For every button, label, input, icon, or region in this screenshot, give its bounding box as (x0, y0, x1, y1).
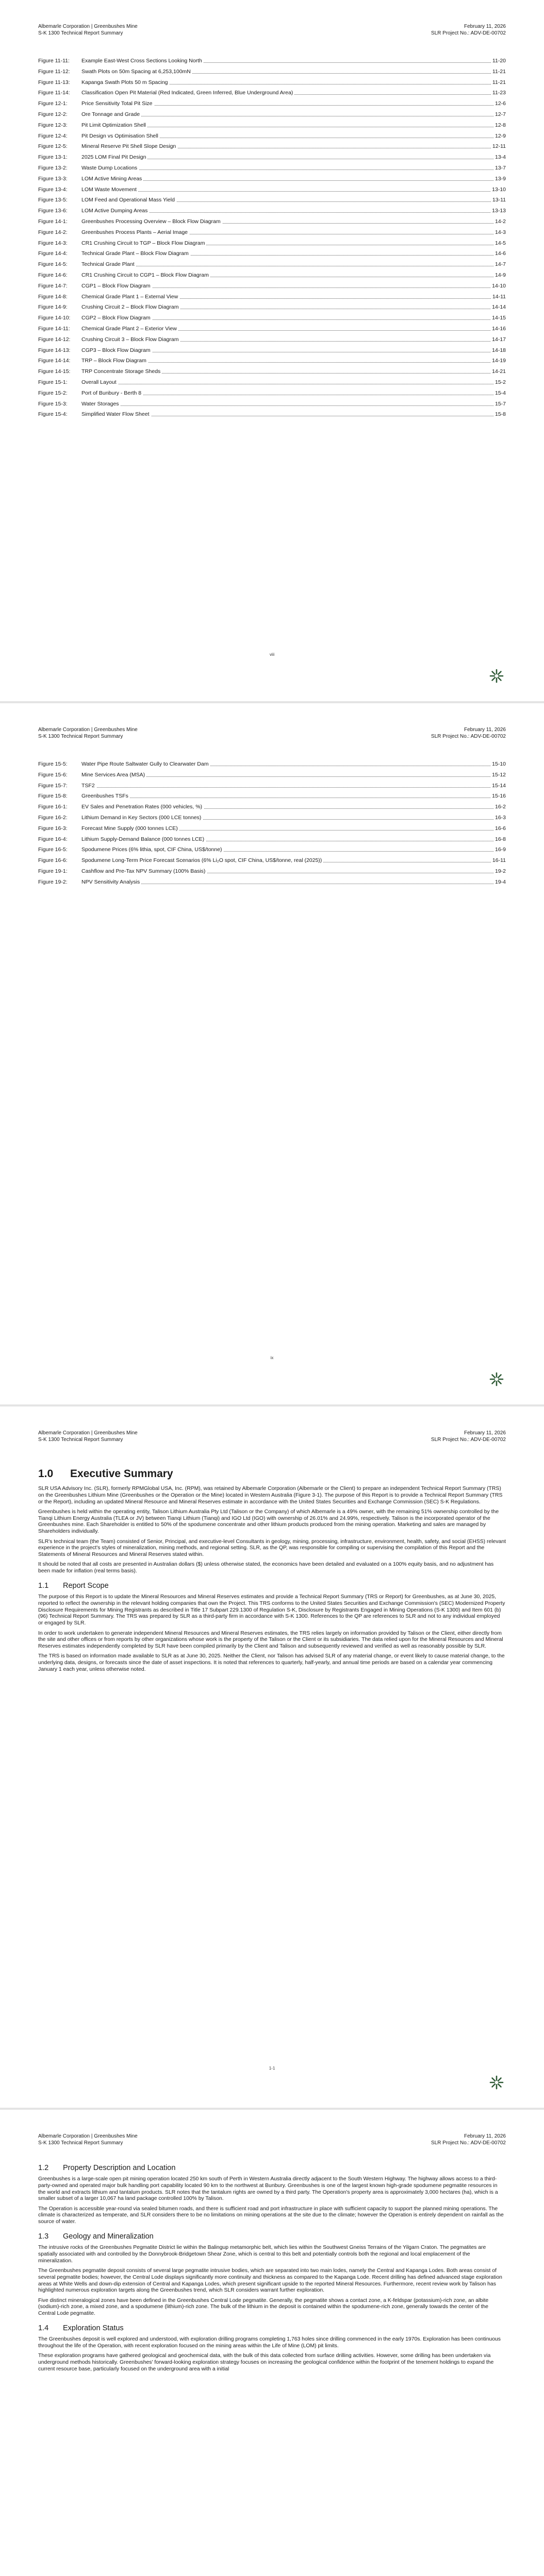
figure-number: Figure 16-1: (38, 804, 68, 810)
figure-title-wrap (81, 358, 490, 364)
figure-title: LOM Feed and Operational Mass Yield (81, 197, 176, 203)
figure-page-ref: 14-17 (490, 336, 506, 343)
header-date: February 11, 2026 (464, 24, 506, 29)
figure-number: Figure 12-3: (38, 122, 68, 128)
figure-title: Greenbushes TSFs (81, 793, 130, 799)
figure-entry[interactable] (38, 58, 506, 64)
figure-title-wrap (81, 187, 490, 193)
subsection-heading (38, 2163, 506, 2173)
page-body (38, 2163, 506, 2376)
figure-title-wrap (81, 165, 493, 172)
figure-number: Figure 16-4: (38, 836, 68, 842)
figure-title-wrap (81, 336, 490, 343)
figure-entry[interactable] (38, 411, 506, 418)
figure-title: Mineral Reserve Pit Shell Slope Design (81, 143, 177, 149)
figure-entry[interactable] (38, 69, 506, 75)
figure-title-wrap (81, 304, 490, 311)
subsection-heading (38, 1581, 506, 1590)
figure-title-wrap (81, 229, 493, 236)
figure-page-ref: 19-2 (493, 868, 506, 875)
figure-number: Figure 15-2: (38, 389, 68, 396)
header-report-type: S-K 1300 Technical Report Summary (38, 1436, 123, 1443)
figure-title: Pit Limit Optimization Shell (81, 122, 147, 128)
figure-title: Example East-West Cross Sections Looking North (81, 58, 204, 64)
figure-title-wrap (81, 772, 490, 778)
figure-title: NPV Sensitivity Analysis (81, 879, 141, 885)
figure-page-ref: 14-21 (490, 368, 506, 375)
figure-title-wrap (81, 857, 491, 864)
figure-entry[interactable] (38, 208, 506, 214)
paragraph: The purpose of this Report is to update the Mineral Resources and Mineral Reserves estimates and provide a Technical Report Summary (TRS or Report) for Greenbushes, as at June 30, 2025, reported to reflect the ownership in the relevant holding companies that own the Project. This TRS conforms to the United States Securities and Exchange Commission's (SEC) Modernized Property Disclosure Requirements for Mining Registrants as described in Title 17 Subpart 229.1300 of Regulation S-K, Disclosure by Registrants Engaged in Mining Operations (S-K 1300) and Item 601 (b)(96) Technical Report Summary. The TRS was prepared by SLR as a third-party firm in accordance with S-K 1300. References to the QP are references to SLR and not to any individual employed or engaged by SLR. (38, 1594, 505, 1626)
subsection-title: Property Description and Location (63, 2164, 176, 2172)
header-date: February 11, 2026 (464, 1430, 506, 1436)
figure-number: Figure 13-4: (38, 186, 68, 193)
figure-title-wrap (81, 133, 493, 140)
paragraph: Greenbushes is a large-scale open pit mining operation located 250 km south of Perth in Western Australia directly adjacent to the South Western Highway. The highway allows access to a third-party-owned and operated major bulk handling port capability located 90 km to the northwest at Bunbury. Greenbushes is one of the largest known high-grade spodumene pegmatite resources in the world and extracts lithium and tantalum products. SLR notes that the tantalum rights are owned by a third party. The Operation's property area is approximately 3,000 hectares (ha), which is a smaller subset of a larger 10,067 ha land package controlled 100% by Talison. (38, 2176, 498, 2202)
paragraph: SLR USA Advisory Inc. (SLR), formerly RPMGlobal USA, Inc. (RPM), was retained by Albemarle Corporation (Albemarle or the Client) to prepare an independent Technical Report Summary (TRS) on the Greenbushes Lithium Mine (Greenbushes or the Operation or the Mine) located in Western Australia (Figure 3-1). The purpose of this Report is to provide a Technical Report Summary (TRS or the Report), including an updated Mineral Resource and Mineral Reserves estimate in accordance with the United States Securities and Exchange Commission (SEC) S-K Regulations. (38, 1486, 503, 1505)
subsection-title: Report Scope (63, 1582, 109, 1590)
figure-page-ref: 11-21 (491, 79, 506, 86)
figure-entry[interactable] (38, 187, 506, 193)
document-page-viii (0, 0, 544, 703)
figure-title: Chemical Grade Plant 2 – Exterior View (81, 326, 178, 332)
figure-title: Water Pipe Route Saltwater Gully to Clearwater Dam (81, 761, 210, 767)
subsection-heading (38, 2232, 506, 2241)
page-header (38, 727, 506, 740)
page-number: ix (270, 1355, 274, 1360)
subsection-number: 1.1 (38, 1582, 49, 1590)
figure-entry[interactable] (38, 154, 506, 161)
page-header (38, 24, 506, 37)
header-project-no: SLR Project No.: ADV-DE-00702 (431, 2140, 506, 2146)
figure-page-ref: 15-16 (490, 793, 506, 800)
figure-title: Crushing Circuit 3 – Block Flow Diagram (81, 336, 180, 343)
figure-number: Figure 16-2: (38, 814, 68, 821)
figure-entry[interactable] (38, 793, 506, 800)
figure-number: Figure 15-5: (38, 761, 68, 767)
page-header (38, 1430, 506, 1443)
figure-title: Lithium Demand in Key Sectors (000 LCE tonnes) (81, 815, 203, 821)
figure-entry[interactable] (38, 390, 506, 397)
figure-title: Ore Tonnage and Grade (81, 111, 141, 117)
figure-title-wrap (81, 793, 490, 800)
figure-title: EV Sales and Penetration Rates (000 vehicles, %) (81, 804, 204, 810)
figure-page-ref: 11-21 (491, 69, 506, 75)
figure-title: LOM Active Dumping Areas (81, 208, 149, 214)
figure-title-wrap (81, 379, 493, 386)
paragraph: Greenbushes is held within the operating entity, Talison Lithium Australia Pty Ltd (Talison or the Company) of which Albemarle is a 49% owner, with the remaining 51% ownership controlled by the Tianqi Lithium Energy Australia (TLEA or JV) between Tianqi Lithium (Tianqi) and IGO Ltd (IGO) with ownership of 26.01% and 24.99%, respectively. Talison is the incorporated operator of the Greenbushes mine. Each Shareholder is entitled to 50% of the spodumene concentrate and other lithium products produced from the mining operation. Marketing and sales are managed by Shareholders individually. (38, 1509, 499, 1535)
document-page-1-2 (0, 2110, 544, 2576)
figure-page-ref: 14-7 (493, 261, 506, 268)
figure-number: Figure 14-8: (38, 293, 68, 300)
paragraph: The Greenbushes deposit is well explored and understood, with exploration drilling programs completing 1,763 holes since drilling commenced in the early 1970s. Exploration has been continuous throughout the life of the Operation, with recent exploration focused on the mining areas within the Life of Mine (LOM) pit limits. (38, 2336, 501, 2349)
figure-number: Figure 14-4: (38, 250, 68, 257)
slr-logo-icon (489, 1372, 504, 1386)
figure-entry[interactable] (38, 379, 506, 386)
figure-title-wrap (81, 390, 493, 397)
slr-logo-icon (489, 669, 504, 683)
list-of-figures (38, 761, 506, 890)
figure-entry[interactable] (38, 868, 506, 875)
figure-page-ref: 19-4 (493, 879, 506, 886)
figure-entry[interactable] (38, 111, 506, 118)
figure-title: Waste Dump Locations (81, 165, 139, 171)
figure-page-ref: 16-11 (491, 857, 506, 864)
figure-title-wrap (81, 240, 493, 247)
header-report-type: S-K 1300 Technical Report Summary (38, 2140, 123, 2146)
figure-title-wrap (81, 868, 493, 875)
figure-title: Pit Design vs Optimisation Shell (81, 133, 160, 139)
figure-title-wrap (81, 368, 490, 375)
figure-number: Figure 11-12: (38, 68, 70, 75)
figure-page-ref: 15-7 (493, 401, 506, 408)
figure-page-ref: 12-8 (493, 122, 506, 129)
figure-title: CGP1 – Block Flow Diagram (81, 283, 152, 289)
figure-entry[interactable] (38, 294, 506, 300)
dot-leader (81, 787, 490, 788)
figure-number: Figure 14-1: (38, 218, 68, 225)
figure-page-ref: 11-20 (491, 58, 506, 64)
figure-title: CGP3 – Block Flow Diagram (81, 347, 152, 353)
figure-title: Swath Plots on 50m Spacing at 6,253,100mN (81, 69, 192, 75)
subsection-number: 1.4 (38, 2324, 49, 2333)
figure-title-wrap (81, 804, 493, 810)
document-page-1-1 (0, 1406, 544, 2110)
figure-title: CR1 Crushing Circuit to CGP1 – Block Flow Diagram (81, 272, 210, 278)
figure-page-ref: 16-3 (493, 815, 506, 821)
figure-entry[interactable] (38, 229, 506, 236)
figure-number: Figure 12-2: (38, 111, 68, 117)
figure-title: Chemical Grade Plant 1 – External View (81, 294, 179, 300)
figure-title-wrap (81, 761, 490, 768)
figure-title: Cashflow and Pre-Tax NPV Summary (100% Basis) (81, 868, 207, 874)
figure-title: Greenbushes Processing Overview – Block Flow Diagram (81, 218, 222, 225)
page-body (38, 1467, 506, 1676)
figure-entry[interactable] (38, 761, 506, 768)
figure-number: Figure 14-13: (38, 347, 71, 353)
figure-number: Figure 11-13: (38, 79, 70, 86)
figure-title: Lithium Supply-Demand Balance (000 tonnes LCE) (81, 836, 206, 842)
figure-entry[interactable] (38, 272, 506, 279)
figure-title: CGP2 – Block Flow Diagram (81, 315, 152, 321)
figure-title-wrap (81, 283, 490, 290)
figure-title-wrap (81, 111, 493, 118)
figure-number: Figure 16-5: (38, 846, 68, 853)
figure-entry[interactable] (38, 783, 506, 789)
figure-page-ref: 14-5 (493, 240, 506, 247)
figure-page-ref: 11-23 (491, 90, 506, 96)
figure-page-ref: 13-9 (493, 176, 506, 182)
figure-entry[interactable] (38, 401, 506, 408)
figure-entry[interactable] (38, 846, 506, 853)
page-number: 1-1 (269, 2066, 275, 2071)
figure-title-wrap (81, 401, 493, 408)
figure-number: Figure 16-3: (38, 825, 68, 832)
paragraph: These exploration programs have gathered geological and geochemical data, with the bulk of this data collected from surface drilling activities. However, some drilling has been undertaken via underground methods historically. Greenbushes' forward-looking exploration strategy focuses on increasing the geological confidence within the footprint of the tenement holdings to expand the current resource base, particularly focused on the underground area with a initial (38, 2353, 494, 2372)
figure-entry[interactable] (38, 368, 506, 375)
figure-title-wrap (81, 272, 493, 279)
subsection-number: 1.3 (38, 2232, 49, 2241)
header-project-no: SLR Project No.: ADV-DE-00702 (431, 733, 506, 739)
figure-title: Forecast Mine Supply (000 tonnes LCE) (81, 825, 179, 832)
figure-number: Figure 14-2: (38, 229, 68, 235)
document-page-ix (0, 703, 544, 1406)
figure-page-ref: 14-2 (493, 218, 506, 225)
figure-number: Figure 14-3: (38, 240, 68, 246)
figure-title: Spodumene Long-Term Price Forecast Scenarios (6% Li₂O spot, CIF China, US$/tonne, real (2025)) (81, 857, 323, 863)
subsection-title: Exploration Status (63, 2324, 124, 2333)
figure-page-ref: 14-3 (493, 229, 506, 236)
figure-page-ref: 14-9 (493, 272, 506, 279)
figure-page-ref: 14-14 (490, 304, 506, 311)
figure-page-ref: 14-16 (490, 326, 506, 332)
figure-title: Classification Open Pit Material (Red Indicated, Green Inferred, Blue Underground Area) (81, 90, 294, 96)
figure-entry[interactable] (38, 336, 506, 343)
figure-number: Figure 15-4: (38, 411, 68, 418)
figure-entry[interactable] (38, 100, 506, 107)
page-header (38, 2133, 506, 2146)
figure-page-ref: 15-10 (490, 761, 506, 768)
figure-number: Figure 14-9: (38, 304, 68, 311)
figure-number: Figure 13-2: (38, 164, 68, 171)
paragraph: In order to work undertaken to generate independent Mineral Resources and Mineral Reserves estimates, the TRS relies largely on information provided by Talison or the Client, either directly from the site and other offices or from reports by other organizations whose work is the property of the Talison or the Client or its subsidiaries. The data relied upon for the Mineral Resources and Mineral Reserves estimates independently completed by SLR have been compiled primarily by the Client and Talison and subsequently reviewed and verified as well as reasonably possible by SLR. (38, 1630, 503, 1650)
figure-title-wrap (81, 176, 493, 182)
figure-entry[interactable] (38, 165, 506, 172)
figure-number: Figure 13-3: (38, 175, 68, 182)
figure-title-wrap (81, 783, 490, 789)
figure-title: Port of Bunbury - Berth 8 (81, 390, 143, 396)
header-report-type: S-K 1300 Technical Report Summary (38, 30, 123, 36)
figure-page-ref: 13-7 (493, 165, 506, 172)
section-number: 1.0 (38, 1468, 54, 1480)
figure-title-wrap (81, 294, 491, 300)
figure-number: Figure 15-8: (38, 793, 68, 800)
figure-page-ref: 15-14 (490, 783, 506, 789)
paragraph: The Operation is accessible year-round via sealed bitumen roads, and there is sufficient road and port infrastructure in place with sufficient capacity to support the planned mining operations. The climate is characterized as temperate, and SLR considers there to be no limitations on mining operations at the site due to the climate; however the Operation is entirely dependent on rainfall as the source of water. (38, 2206, 504, 2225)
paragraph: SLR's technical team (the Team) consisted of Senior, Principal, and executive-level Consultants in geology, mining, processing, infrastructure, environment, health, safety, and social (EHSS) relevant experience in the project's styles of mineralization, mining methods, and regional setting. SLR, as the QP, was responsible for compiling or supervising the compilation of this Report and the Statements of Mineral Resources and Mineral Reserves stated within. (38, 1538, 506, 1558)
header-company: Albemarle Corporation | Greenbushes Mine (38, 2133, 138, 2139)
slr-logo-icon (489, 2075, 504, 2090)
figure-entry[interactable] (38, 197, 506, 204)
header-company: Albemarle Corporation | Greenbushes Mine (38, 1430, 138, 1436)
figure-page-ref: 16-2 (493, 804, 506, 810)
figure-title-wrap (81, 326, 490, 332)
figure-page-ref: 12-7 (493, 111, 506, 118)
figure-number: Figure 14-14: (38, 358, 71, 364)
figure-page-ref: 14-15 (490, 315, 506, 321)
figure-number: Figure 15-7: (38, 782, 68, 789)
figure-title: Mine Services Area (MSA) (81, 772, 146, 778)
figure-number: Figure 11-11: (38, 58, 70, 64)
figure-page-ref: 14-6 (493, 250, 506, 257)
figure-entry[interactable] (38, 815, 506, 821)
figure-number: Figure 14-5: (38, 261, 68, 268)
figure-page-ref: 12-9 (493, 133, 506, 140)
figure-entry[interactable] (38, 240, 506, 247)
header-project-no: SLR Project No.: ADV-DE-00702 (431, 30, 506, 36)
figure-number: Figure 11-14: (38, 90, 70, 96)
paragraph: It should be noted that all costs are presented in Australian dollars ($) unless otherwise stated, the economics have been detailed and evaluated on a 100% equity basis, and no adjustment has been made for inflation (real terms basis). (38, 1562, 494, 1574)
figure-title: 2025 LOM Final Pit Design (81, 154, 147, 160)
figure-title-wrap (81, 815, 493, 821)
figure-page-ref: 13-4 (493, 154, 506, 161)
figure-page-ref: 15-2 (493, 379, 506, 386)
figure-entry[interactable] (38, 283, 506, 290)
figure-page-ref: 14-18 (490, 347, 506, 354)
subsection-heading (38, 2324, 506, 2333)
figure-page-ref: 14-11 (491, 294, 506, 300)
figure-number: Figure 14-11: (38, 325, 70, 332)
figure-page-ref: 15-12 (490, 772, 506, 778)
figure-number: Figure 14-7: (38, 282, 68, 289)
figure-page-ref: 13-13 (490, 208, 506, 214)
figure-entry[interactable] (38, 315, 506, 321)
figure-entry[interactable] (38, 176, 506, 182)
section-heading (38, 1467, 506, 1481)
figure-title-wrap (81, 261, 493, 268)
figure-title-wrap (81, 90, 491, 96)
figure-title: Price Sensitivity Total Pit Size (81, 100, 154, 107)
figure-title-wrap (81, 69, 491, 75)
figure-page-ref: 13-10 (490, 187, 506, 193)
figure-title-wrap (81, 825, 493, 832)
figure-title-wrap (81, 197, 491, 204)
figure-number: Figure 12-4: (38, 132, 68, 139)
figure-entry[interactable] (38, 772, 506, 778)
figure-title-wrap (81, 315, 490, 321)
header-project-no: SLR Project No.: ADV-DE-00702 (431, 1436, 506, 1443)
figure-entry[interactable] (38, 358, 506, 364)
figure-title-wrap (81, 79, 491, 86)
figure-page-ref: 14-19 (490, 358, 506, 364)
figure-page-ref: 16-8 (493, 836, 506, 843)
header-company: Albemarle Corporation | Greenbushes Mine (38, 727, 138, 733)
subsection-number: 1.2 (38, 2164, 49, 2172)
figure-title-wrap (81, 218, 493, 225)
figure-title-wrap (81, 154, 493, 161)
figure-page-ref: 12-11 (491, 143, 506, 150)
figure-number: Figure 13-1: (38, 154, 68, 161)
figure-entry[interactable] (38, 143, 506, 150)
paragraph: Five distinct mineralogical zones have been defined in the Greenbushes Central Lode pegmatite. Generally, the pegmatite shows a contact zone, a K-feldspar (potassium)-rich zone, an albite (sodium)-rich zone, a mixed zone, and a spodumene (lithium)-rich zone. The bulk of the lithium in the deposit is contained within the spodumene-rich zone, generally towards the center of the Central Lode pegmatite. (38, 2297, 489, 2317)
figure-title: TRP Concentrate Storage Sheds (81, 368, 162, 375)
figure-title-wrap (81, 250, 493, 257)
figure-page-ref: 16-6 (493, 825, 506, 832)
figure-title: Overall Layout (81, 379, 118, 385)
figure-title: TRP – Block Flow Diagram (81, 358, 148, 364)
figure-title-wrap (81, 836, 493, 843)
figure-number: Figure 15-1: (38, 379, 68, 385)
figure-title-wrap (81, 58, 491, 64)
figure-entry[interactable] (38, 879, 506, 886)
figure-entry[interactable] (38, 122, 506, 129)
figure-entry[interactable] (38, 133, 506, 140)
figure-title: Technical Grade Plant (81, 261, 136, 267)
figure-number: Figure 12-1: (38, 100, 68, 107)
figure-title-wrap (81, 347, 490, 354)
figure-title-wrap (81, 100, 493, 107)
figure-title-wrap (81, 143, 491, 150)
figure-number: Figure 12-5: (38, 143, 68, 150)
figure-title: LOM Active Mining Areas (81, 176, 143, 182)
figure-title: Spodumene Prices (6% lithia, spot, CIF China, US$/tonne) (81, 846, 224, 853)
figure-title-wrap (81, 879, 493, 886)
figure-entry[interactable] (38, 825, 506, 832)
paragraph: The intrusive rocks of the Greenbushes Pegmatite District lie within the Balingup metamorphic belt, which lies within the Southwest Gneiss Terrains of the Yilgarn Craton. The pegmatites are spatially associated with and controlled by the Donnybrook-Bridgetown Shear Zone, which is central to this belt and potentially controls both the regional and local emplacement of the mineralization. (38, 2245, 486, 2264)
figure-title: Water Storages (81, 401, 121, 407)
figure-page-ref: 15-4 (493, 390, 506, 397)
figure-title: Technical Grade Plant – Block Flow Diagram (81, 250, 190, 257)
figure-number: Figure 19-2: (38, 878, 68, 885)
header-date: February 11, 2026 (464, 2133, 506, 2139)
figure-entry[interactable] (38, 326, 506, 332)
figure-page-ref: 14-10 (490, 283, 506, 290)
list-of-figures (38, 58, 506, 422)
figure-number: Figure 14-15: (38, 368, 71, 375)
figure-title: Crushing Circuit 2 – Block Flow Diagram (81, 304, 180, 310)
figure-entry[interactable] (38, 250, 506, 257)
figure-title-wrap (81, 122, 493, 129)
figure-number: Figure 14-6: (38, 272, 68, 278)
figure-entry[interactable] (38, 804, 506, 810)
paragraph: The TRS is based on information made available to SLR as at June 30, 2025. Neither the Client, nor Talison has advised SLR of any material change, or event likely to cause material change, to the underlying data, designs, or forecasts since the date of asset inspections. It is noted that references to quarterly, half-yearly, and annual time periods are based on a calendar year commencing January 1 each year, unless otherwise noted. (38, 1653, 505, 1673)
figure-number: Figure 19-1: (38, 868, 68, 874)
figure-title-wrap (81, 846, 493, 853)
page-number: viii (269, 652, 275, 657)
figure-title: LOM Waste Movement (81, 187, 138, 193)
header-company: Albemarle Corporation | Greenbushes Mine (38, 24, 138, 29)
dot-leader (81, 191, 490, 192)
figure-page-ref: 13-11 (491, 197, 506, 204)
figure-entry[interactable] (38, 218, 506, 225)
header-date: February 11, 2026 (464, 727, 506, 733)
figure-number: Figure 13-5: (38, 197, 68, 204)
figure-entry[interactable] (38, 90, 506, 96)
header-report-type: S-K 1300 Technical Report Summary (38, 733, 123, 739)
figure-title: TSF2 (81, 783, 96, 789)
figure-title-wrap (81, 208, 490, 214)
figure-number: Figure 15-3: (38, 400, 68, 407)
figure-number: Figure 14-12: (38, 336, 71, 343)
figure-title-wrap (81, 411, 493, 418)
figure-number: Figure 16-6: (38, 857, 68, 864)
figure-page-ref: 16-9 (493, 846, 506, 853)
figure-entry[interactable] (38, 836, 506, 843)
figure-number: Figure 14-10: (38, 315, 71, 321)
figure-entry[interactable] (38, 79, 506, 86)
figure-entry[interactable] (38, 857, 506, 864)
figure-number: Figure 15-6: (38, 771, 68, 778)
dot-leader (81, 405, 493, 406)
figure-title: Simplified Water Flow Sheet (81, 411, 151, 417)
figure-entry[interactable] (38, 347, 506, 354)
figure-entry[interactable] (38, 261, 506, 268)
section-title: Executive Summary (70, 1468, 173, 1480)
figure-page-ref: 12-6 (493, 100, 506, 107)
figure-number: Figure 13-6: (38, 208, 68, 214)
figure-entry[interactable] (38, 304, 506, 311)
figure-title: Greenbushes Process Plants – Aerial Image (81, 229, 189, 235)
figure-title: Kapanga Swath Plots 50 m Spacing (81, 79, 170, 86)
subsection-title: Geology and Mineralization (63, 2232, 154, 2241)
figure-title: CR1 Crushing Circuit to TGP – Block Flow Diagram (81, 240, 206, 246)
paragraph: The Greenbushes pegmatite deposit consists of several large pegmatite intrusive bodies, which are separated into two main lodes, namely the Central and Kapanga Lodes. Both areas consist of several pegmatite bodies; however, the Central Lode displays significantly more continuity and thickness as compared to the Kapanga Lode. Recent drilling has defined advanced stage exploration areas at White Wells and down-dip extension of Central and Kapanga Lodes, which present significant upside to the reported Mineral Resources. Furthermore, recent review work by Talison has highlighted numerous exploration targets along the Greenbushes trend, which SLR considers warrant further exploration. (38, 2267, 502, 2294)
figure-page-ref: 15-8 (493, 411, 506, 418)
